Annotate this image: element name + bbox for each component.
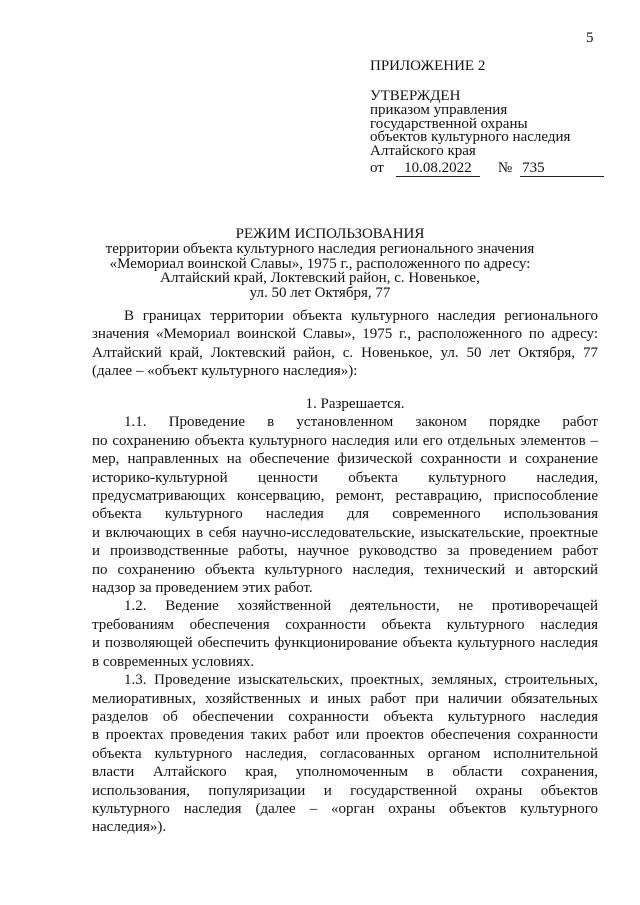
page-number: 5 [586, 30, 594, 46]
order-number: 735 [520, 160, 604, 177]
approval-line: Алтайского края [370, 142, 476, 159]
from-label: от [370, 160, 384, 176]
title-line: «Мемориал воинской Славы», 1975 г., расположенного по адресу: [109, 255, 531, 272]
text-line: использования, популяризации и государственной охраны объектов [92, 782, 598, 799]
text-line: власти Алтайского края, уполномоченным в области сохранения, [92, 764, 598, 781]
text-line: объекта культурного наследия для современного использования [92, 506, 598, 523]
text-line: (далее – «объект культурного наследия»): [92, 363, 358, 380]
section-1 [92, 395, 598, 837]
text-line: историко-культурной ценности объекта культурного наследия, [92, 469, 598, 486]
text-line: объекта культурного наследия, согласованных органом исполнительной [92, 745, 598, 762]
text-line: по сохранению объекта культурного наследия, технический и авторский [92, 561, 598, 578]
text-line: наследия»). [92, 819, 167, 836]
item-1-2 [92, 597, 598, 671]
text-line: 1.2. Ведение хозяйственной деятельности, не противоречащей [124, 598, 598, 615]
approval-line: государственной охраны [370, 115, 528, 132]
approval-block [370, 58, 604, 177]
text-line: по сохранению объекта культурного наследия или его отдельных элементов – [92, 432, 598, 449]
document-title: РЕЖИМ ИСПОЛЬЗОВАНИЯ [235, 226, 425, 242]
order-date-number-row [370, 160, 604, 177]
approval-line: объектов культурного наследия [370, 129, 571, 145]
text-line: В границах территории объекта культурного наследия регионального [124, 308, 598, 324]
text-line: требованиям обеспечения сохранности объекта культурного наследия [92, 616, 598, 633]
text-line: в проектах проведения таких работ или проектов обеспечения сохранности [92, 727, 598, 744]
text-line: 1.1. Проведение в установленном законом порядке работ [124, 414, 598, 431]
text-line: и производственные работы, научное руководство за проведением работ [92, 543, 598, 560]
text-line: в современных условиях. [92, 653, 255, 670]
item-1-1 [92, 413, 598, 597]
order-date: 10.08.2022 [396, 160, 480, 177]
title-line: ул. 50 лет Октября, 77 [249, 284, 391, 301]
title-line: территории объекта культурного наследия регионального значения [105, 241, 535, 257]
number-label: № [497, 160, 513, 176]
intro-paragraph [92, 307, 598, 381]
section-heading: 1. Разрешается. [305, 396, 405, 412]
text-line: предусматривающих консервацию, ремонт, реставрацию, приспособление [92, 488, 598, 505]
item-1-3 [92, 671, 598, 837]
text-line: разделов об обеспечении сохранности объекта культурного наследия [92, 708, 598, 725]
approval-line: приказом управления [370, 102, 508, 118]
text-line: значения «Мемориал воинской Славы», 1975 г., расположенного по адресу: [92, 326, 598, 343]
title-line: Алтайский край, Локтевский район, с. Новенькое, [160, 270, 480, 286]
text-line: Алтайский край, Локтевский район, с. Новенькое, ул. 50 лет Октября, 77 [92, 344, 598, 361]
text-line: 1.3. Проведение изыскательских, проектных, земляных, строительных, [124, 672, 598, 689]
appendix-label: ПРИЛОЖЕНИЕ 2 [370, 58, 486, 74]
text-line: и включающих в себя научно-исследовательские, изыскательские, проектные [92, 524, 598, 541]
text-line: культурного наследия (далее – «орган охраны объектов культурного [92, 800, 598, 817]
text-line: мер, направленных на обеспечение физической сохранности и сохранение [92, 451, 598, 468]
text-line: и позволяющей обеспечить функционирование объекта культурного наследия [92, 635, 598, 652]
document-title-block [0, 226, 640, 300]
text-line: мелиоративных, хозяйственных и иных работ при наличии обязательных [92, 690, 598, 707]
approved-label: УТВЕРЖДЕН [370, 88, 461, 104]
text-line: надзор за проведением этих работ. [92, 580, 313, 597]
